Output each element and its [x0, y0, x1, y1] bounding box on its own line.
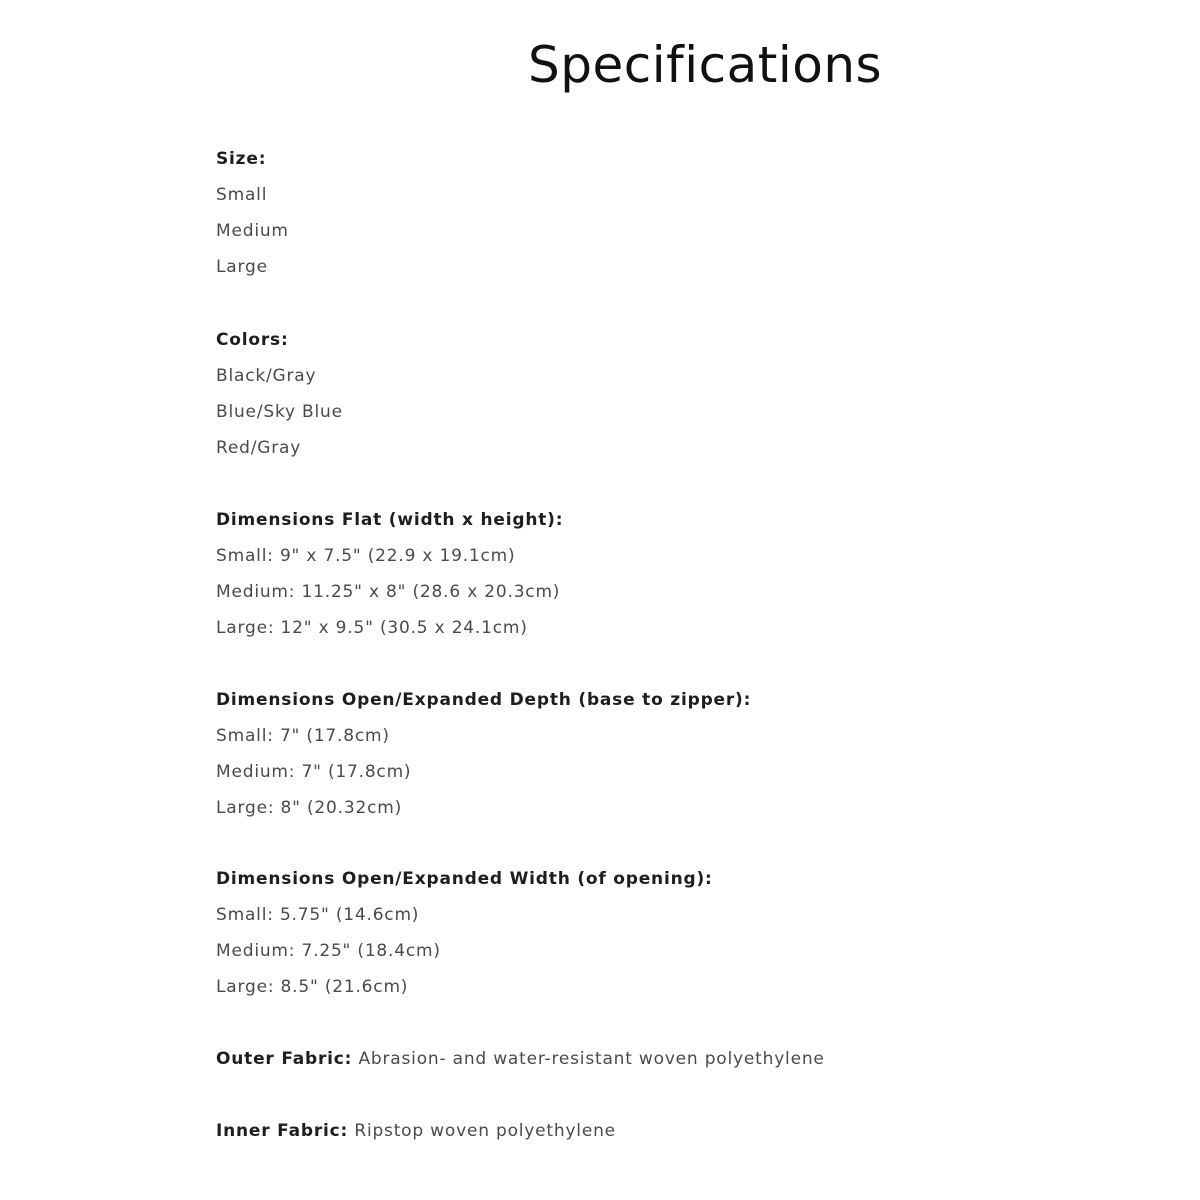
size-item-small: Small [216, 185, 268, 205]
dimensions-flat-large: Large: 12" x 9.5" (30.5 x 24.1cm) [216, 618, 528, 638]
dimensions-flat-section [216, 502, 563, 646]
colors-section [216, 322, 343, 466]
dimensions-width-section [216, 861, 713, 1005]
dimensions-depth-section [216, 682, 751, 826]
dimensions-width-medium: Medium: 7.25" (18.4cm) [216, 941, 441, 961]
dimensions-flat-small: Small: 9" x 7.5" (22.9 x 19.1cm) [216, 546, 516, 566]
dimensions-width-small: Small: 5.75" (14.6cm) [216, 905, 420, 925]
color-item-blue-sky-blue: Blue/Sky Blue [216, 402, 343, 422]
dimensions-width-heading: Dimensions Open/Expanded Width (of opening): [216, 869, 713, 889]
dimensions-depth-medium: Medium: 7" (17.8cm) [216, 762, 412, 782]
size-heading: Size: [216, 149, 267, 169]
dimensions-flat-heading: Dimensions Flat (width x height): [216, 510, 564, 530]
outer-fabric-value: Abrasion- and water-resistant woven polyethylene [358, 1049, 825, 1069]
color-item-black-gray: Black/Gray [216, 366, 317, 386]
outer-fabric-label: Outer Fabric: [216, 1049, 353, 1069]
inner-fabric-row [216, 1113, 616, 1149]
dimensions-width-large: Large: 8.5" (21.6cm) [216, 977, 409, 997]
inner-fabric-value: Ripstop woven polyethylene [354, 1121, 616, 1141]
page-title: Specifications [528, 36, 883, 94]
inner-fabric-label: Inner Fabric: [216, 1121, 349, 1141]
size-section [216, 141, 289, 285]
dimensions-flat-medium: Medium: 11.25" x 8" (28.6 x 20.3cm) [216, 582, 561, 602]
size-item-large: Large [216, 257, 268, 277]
colors-heading: Colors: [216, 330, 289, 350]
size-item-medium: Medium [216, 221, 289, 241]
dimensions-depth-small: Small: 7" (17.8cm) [216, 726, 390, 746]
outer-fabric-row [216, 1041, 825, 1077]
dimensions-depth-heading: Dimensions Open/Expanded Depth (base to zipper): [216, 690, 752, 710]
color-item-red-gray: Red/Gray [216, 438, 302, 458]
dimensions-depth-large: Large: 8" (20.32cm) [216, 798, 403, 818]
